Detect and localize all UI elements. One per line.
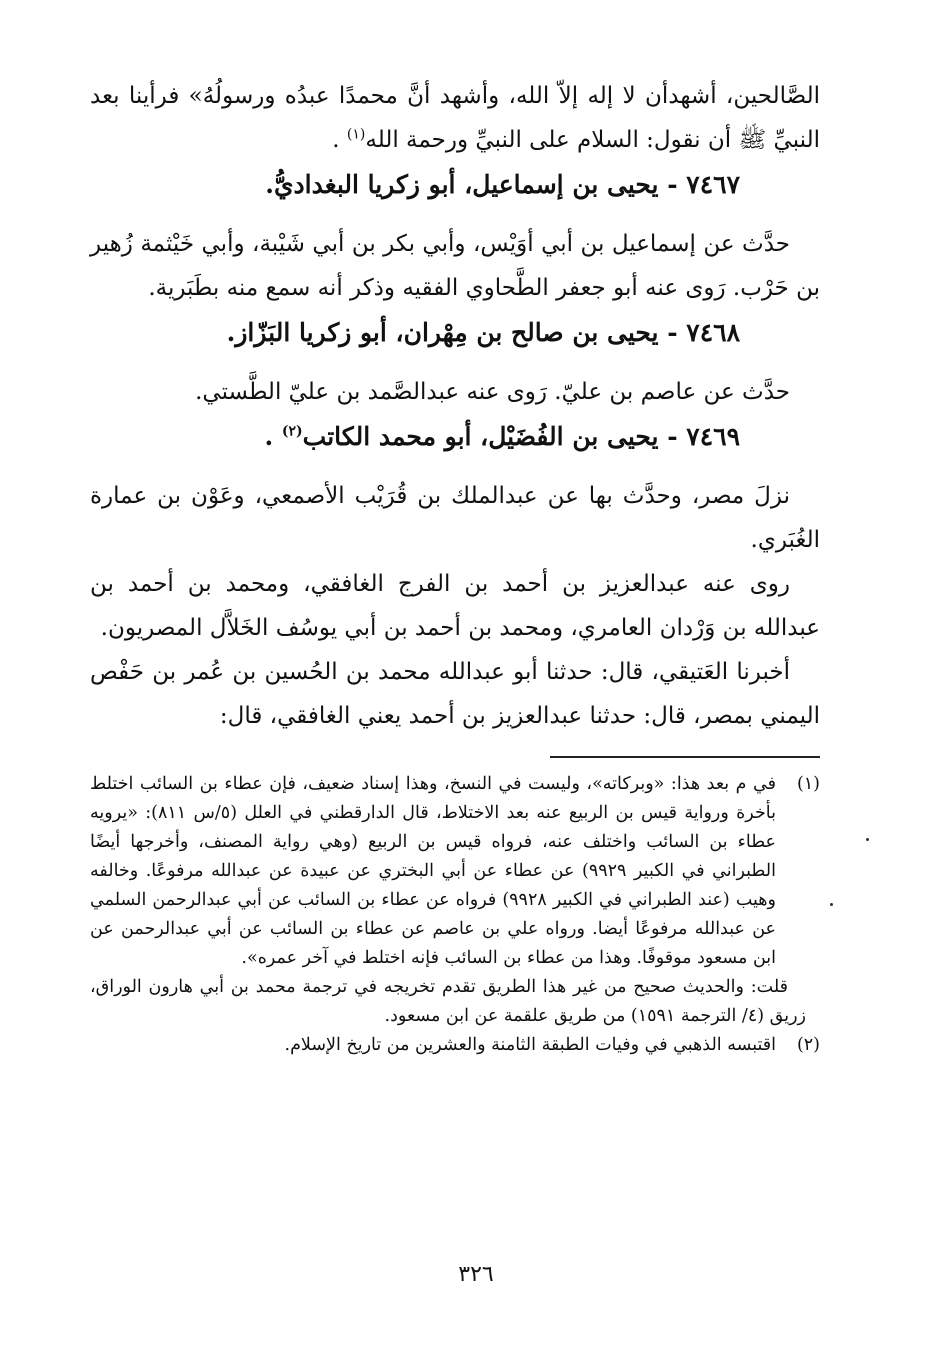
- entry-heading-7468: ٧٤٦٨ - يحيى بن صالح بن مِهْران، أبو زكريا البَزّاز.: [226, 318, 740, 347]
- footnote-1-text: في م بعد هذا: «وبركاته»، وليست في النسخ، وهذا إسناد ضعيف، فإن عطاء بن السائب اختلط بأخرة ورواية قيس بن الربيع عنه بعد الاختلاط، قال الدارقطني في العلل (٥/س ٨١١): «يرويه عطاء بن السائب واختلف عنه، فرواه قيس بن الربيع (وهي رواية المصنف، وأخرجها أيضًا الطبراني في الكبير ٩٩٢٩) عن عطاء عن أبي البختري عن عبيدة عن عبدالله مرفوعًا. وخالفه وهيب (عند الطبراني في الكبير ٩٩٢٨) فرواه عن عطاء بن السائب عن أبي عبدالرحمن السلمي عن عبدالله مرفوعًا أيضا. ورواه علي بن عاصم عن عطاء بن السائب عن أبي عبدالرحمن عن ابن مسعود موقوفًا. وهذا من عطاء بن السائب فإنه اختلط في آخر عمره».: [90, 774, 776, 968]
- paragraph-6: أخبرنا العَتيقي، قال: حدثنا أبو عبدالله محمد بن الحُسين بن عُمر بن حَفْص اليمني بمصر، قال: حدثنا عبدالعزيز بن أحمد يعني الغافقي، قال:: [90, 659, 820, 729]
- paragraph-2: حدَّث عن إسماعيل بن أبي أوَيْس، وأبي بكر بن أبي شَيْبة، وأبي خَيْثمة زُهير بن حَرْب. رَوى عنه أبو جعفر الطَّحاوي الفقيه وذكر أنه سمع منه بطَبَرية.: [90, 231, 820, 301]
- entry-heading-7469-text: ٧٤٦٩ - يحيى بن الفُضَيْل، أبو محمد الكاتب: [302, 422, 740, 451]
- paragraph-3: حدَّث عن عاصم بن عليّ. رَوى عنه عبدالصَّمد بن عليّ الطَّستي.: [195, 379, 790, 405]
- paragraph-5: روى عنه عبدالعزيز بن أحمد بن الفرج الغافقي، ومحمد بن أحمد بن عبدالله بن وَرْدان العامري، ومحمد بن أحمد بن أبي يوسُف الخَلاَّل المصريون.: [90, 571, 820, 641]
- footnote-ref-2[interactable]: (٢): [281, 423, 303, 440]
- footnote-ref-1[interactable]: (١): [346, 126, 366, 143]
- footnote-1-continuation: قلت: والحديث صحيح من غير هذا الطريق تقدم تخريجه في ترجمة محمد بن أبي هارون الوراق، زريق (٤/ الترجمة ١٥٩١) من طريق علقمة عن ابن مسعود.: [90, 977, 806, 1026]
- entry-heading-7467: ٧٤٦٧ - يحيى بن إسماعيل، أبو زكريا البغداديُّ.: [265, 170, 740, 199]
- scan-speck: [830, 903, 833, 906]
- footnote-2: [90, 1031, 820, 1060]
- footnote-1: [90, 770, 820, 973]
- paragraph-1-end: .: [332, 127, 347, 153]
- footnote-2-number: (٢): [796, 1035, 820, 1055]
- paragraph-1: [90, 74, 820, 162]
- page-content: [90, 74, 820, 1060]
- footnote-separator: [550, 756, 820, 758]
- entry-heading-7469-end: .: [264, 422, 282, 451]
- paragraph-1-text: الصَّالحين، أشهدأن لا إله إلاّ الله، وأشهد أنَّ محمدًا عبدُه ورسولُهُ» فرأينا بعد النبيِّ ﷺ أن نقول: السلام على النبيِّ ورحمة الله: [90, 83, 820, 153]
- paragraph-4: نزلَ مصر، وحدَّث بها عن عبدالملك بن قُرَيْب الأصمعي، وعَوْن بن عمارة الغُبَري.: [90, 483, 820, 553]
- page-number: ٣٢٦: [458, 1262, 494, 1287]
- footnote-2-text: اقتبسه الذهبي في وفيات الطبقة الثامنة والعشرين من تاريخ الإسلام.: [284, 1035, 776, 1055]
- entry-heading-7469: [90, 414, 820, 460]
- scan-speck: [866, 838, 869, 841]
- footnote-1-number: (١): [796, 774, 820, 794]
